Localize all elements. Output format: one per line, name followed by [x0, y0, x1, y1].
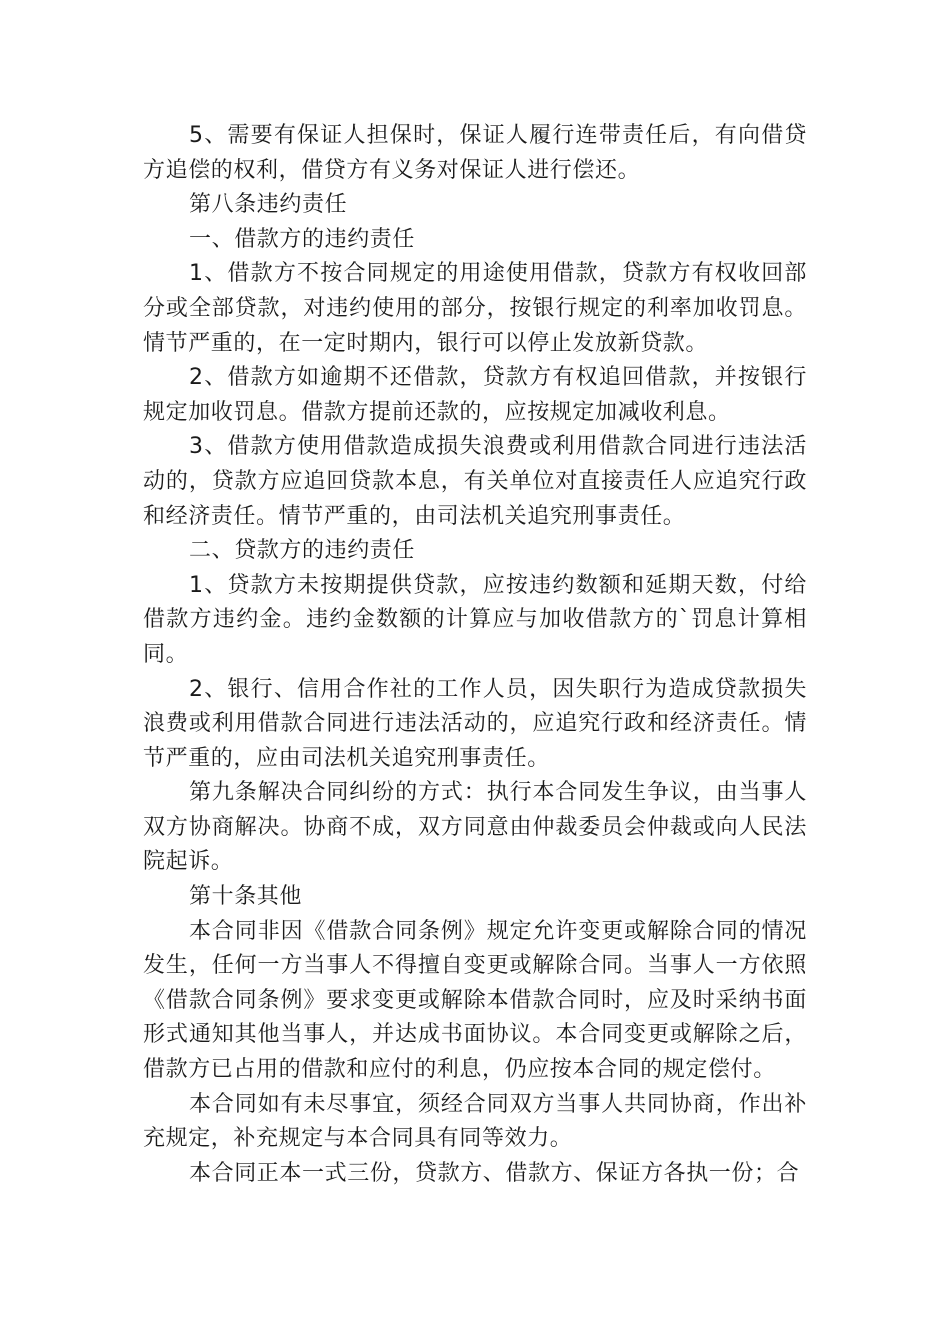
subheading-borrower-liability: 一、借款方的违约责任	[189, 226, 416, 252]
paragraph-borrower-3: 3、借款方使用借款造成损失浪费或利用借款合同进行违法活动的，贷款方应追回贷款本息，有关单位对直接责任人应追究行政和经济责任。情节严重的，由司法机关追究刑事责任。	[143, 434, 807, 529]
paragraph-guarantor-recourse: 5、需要有保证人担保时，保证人履行连带责任后，有向借贷方追偿的权利，借贷方有义务对保证人进行偿还。	[143, 123, 807, 183]
paragraph-article-9: 第九条解决合同纠纷的方式：执行本合同发生争议，由当事人双方协商解决。协商不成，双方同意由仲裁委员会仲裁或向人民法院起诉。	[143, 780, 807, 875]
paragraph-modification: 本合同非因《借款合同条例》规定允许变更或解除合同的情况发生，任何一方当事人不得擅自变更或解除合同。当事人一方依照《借款合同条例》要求变更或解除本借款合同时，应及时采纳书面形式通知其他当事人，并达成书面协议。本合同变更或解除之后，借款方已占用的借款和应付的利息，仍应按本合同的规定偿付。	[143, 918, 807, 1083]
paragraph-lender-2: 2、银行、信用合作社的工作人员，因失职行为造成贷款损失浪费或利用借款合同进行违法活动的，应追究行政和经济责任。情节严重的，应由司法机关追究刑事责任。	[143, 676, 807, 771]
paragraph-supplement: 本合同如有未尽事宜，须经合同双方当事人共同协商，作出补充规定，补充规定与本合同具有同等效力。	[143, 1091, 807, 1152]
document-body	[143, 119, 807, 1191]
paragraph-borrower-2: 2、借款方如逾期不还借款，贷款方有权追回借款，并按银行规定加收罚息。借款方提前还款的，应按规定加减收利息。	[143, 365, 807, 425]
heading-article-8: 第八条违约责任	[189, 192, 348, 218]
heading-article-10: 第十条其他	[189, 884, 303, 910]
paragraph-borrower-1: 1、借款方不按合同规定的用途使用借款，贷款方有权收回部分或全部贷款，对违约使用的部分，按银行规定的利率加收罚息。情节严重的，在一定时期内，银行可以停止发放新贷款。	[143, 261, 807, 356]
paragraph-copies: 本合同正本一式三份，贷款方、借款方、保证方各执一份；合	[189, 1160, 800, 1186]
subheading-lender-liability: 二、贷款方的违约责任	[189, 538, 416, 564]
paragraph-lender-1: 1、贷款方未按期提供贷款，应按违约数额和延期天数，付给借款方违约金。违约金数额的计算应与加收借款方的`罚息计算相同。	[143, 572, 807, 667]
